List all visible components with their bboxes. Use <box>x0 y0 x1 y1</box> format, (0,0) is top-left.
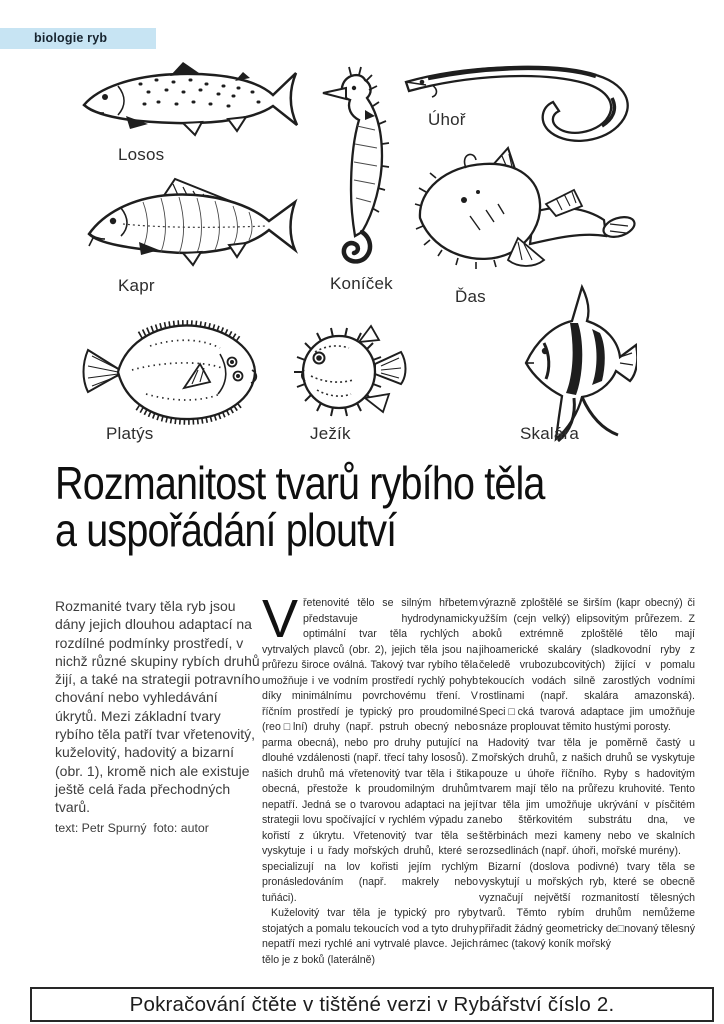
column3-paragraph-3: Bizarní (doslova podivné) tvary těla se vyskytují u mořských ryb, které se obecně vyznačují největší rozmanitostí tělesných tvarů. Těmto rybím druhům nemůžeme přiřadit žádný geometricky de□novaný tělesný rámec (takový koník mořský <box>479 860 695 950</box>
label-platys: Platýs <box>106 424 154 443</box>
body-column-3 <box>479 596 695 988</box>
figure-skalara <box>512 283 637 443</box>
column3-paragraph-2: Hadovitý tvar těla je poměrně častý u mořských druhů, z našich druhů se vyskytuje pouze u úhoře říčního. Ryby s hadovitým tvarem mají tělo na průřezu kruhovité. Tento tvar těla jim umožňuje ukrývání v písčitém nebo štěrkovitém substrátu dna, ve štěrbinách mezi kameny nebo ve skalních rozsedlinách (např. úhoři, mořské murény). <box>479 736 695 857</box>
intro-paragraph: Rozmanité tvary těla ryb jsou dány jejich dlouhou adaptací na rozdílné podmínky prostředí, v nichž různé skupiny rybích druhů žijí, a také na strategii potravního chování nebo vyhledávání úkrytů. Mezi základní tvary rybího těla patří tvar vřetenovitý, kuželovitý, hadovitý a bizarní (obr. 1), kromě nich ale existuje ještě celá řada přechodných tvarů. <box>55 598 261 816</box>
headline-line-2: a uspořádání ploutví <box>55 504 397 556</box>
section-kicker-label: biologie ryb <box>34 31 108 45</box>
figure-losos <box>78 60 308 145</box>
salmon-fish-icon <box>78 60 308 145</box>
article-headline <box>55 457 724 556</box>
label-jezik: Ježík <box>310 424 351 443</box>
angelfish-icon <box>512 283 637 443</box>
continuation-notice-text: Pokračování čtěte v tištěné verzi v Rybářství číslo 2. <box>129 992 615 1016</box>
continuation-notice-box <box>30 987 714 1022</box>
anglerfish-icon <box>406 146 641 286</box>
figure-kapr <box>83 176 313 274</box>
column2-paragraph-2: Kuželovitý tvar těla je typický pro ryby stojatých a pomalu tekoucích vod a tyto druhy nepatří mezi rychlé ani vytrvalé plavce. Jejich tělo je z boků (laterálně) <box>262 907 478 966</box>
figure-jezik <box>281 320 411 420</box>
dropcap-letter: V <box>262 596 299 649</box>
seahorse-icon <box>313 66 393 271</box>
body-column-2 <box>262 596 478 988</box>
label-konicek: Koníček <box>330 274 393 293</box>
flounder-icon <box>80 306 270 438</box>
eel-icon <box>398 58 638 153</box>
byline-credit: text: Petr Spurný foto: autor <box>55 821 209 835</box>
label-das: Ďas <box>455 287 486 306</box>
label-uhor: Úhoř <box>428 110 466 129</box>
figure-konicek <box>313 66 393 271</box>
column2-paragraph-1 <box>262 596 478 906</box>
figure-uhor <box>398 58 638 153</box>
column3-paragraph-1: výrazně zploštělé se širším (kapr obecný) či užším (cejn velký) elipsovitým průřezem. Z boků extrémně zploštělé tělo mají jihoamerické skaláry (sladkovodní ryby z čeledě vrubozubcovitých) žijící v pomalu tekoucích vodách silně zarostlých vodními rostlinami (např. skalára amazonská). Speci□cká tvarová adaptace jim umožňuje snáze proplouvat těmito hustými porosty. <box>479 597 695 733</box>
headline-line-1: Rozmanitost tvarů rybího těla <box>55 457 545 509</box>
figure-platys <box>80 306 270 438</box>
label-skalara: Skalára <box>520 424 580 443</box>
column2-paragraph-1-text: řetenovité tělo se silným hřbetem představuje hydrodynamicky optimální tvar těla rychlých a vytrvalých plavců (obr. 2), jejich těla jsou na průřezu široce oválná. Takový tvar rybího těla umožňuje i ve vodním prostředí rychlý pohyb díky minimálnímu povrchovému tření. V říčním prostředí je typický pro proudomilné (reo□lní) druhy (např. pstruh obecný nebo parma obecná), nebo pro druhy putující na dlouhé vzdálenosti (např. třecí tahy lososů). Z našich druhů má vřetenovitý tvar těla i štika obecná, přestože k proudomilným druhům nepatří. Jedná se o tvarovou adaptaci na její strategii lovu spočívající v rychlém výpadu za kořistí z úkrytu. Vřetenovitý tvar těla se vyskytuje i u řady mořských druhů, které se specializují na lov kořisti jejím rychlým pronásledováním (např. makrely nebo tuňáci). <box>262 597 478 904</box>
pufferfish-icon <box>281 320 411 420</box>
carp-fish-icon <box>83 176 313 274</box>
label-kapr: Kapr <box>118 276 155 295</box>
figure-das <box>406 146 641 286</box>
section-kicker-bar <box>0 28 156 49</box>
label-losos: Losos <box>118 145 165 164</box>
